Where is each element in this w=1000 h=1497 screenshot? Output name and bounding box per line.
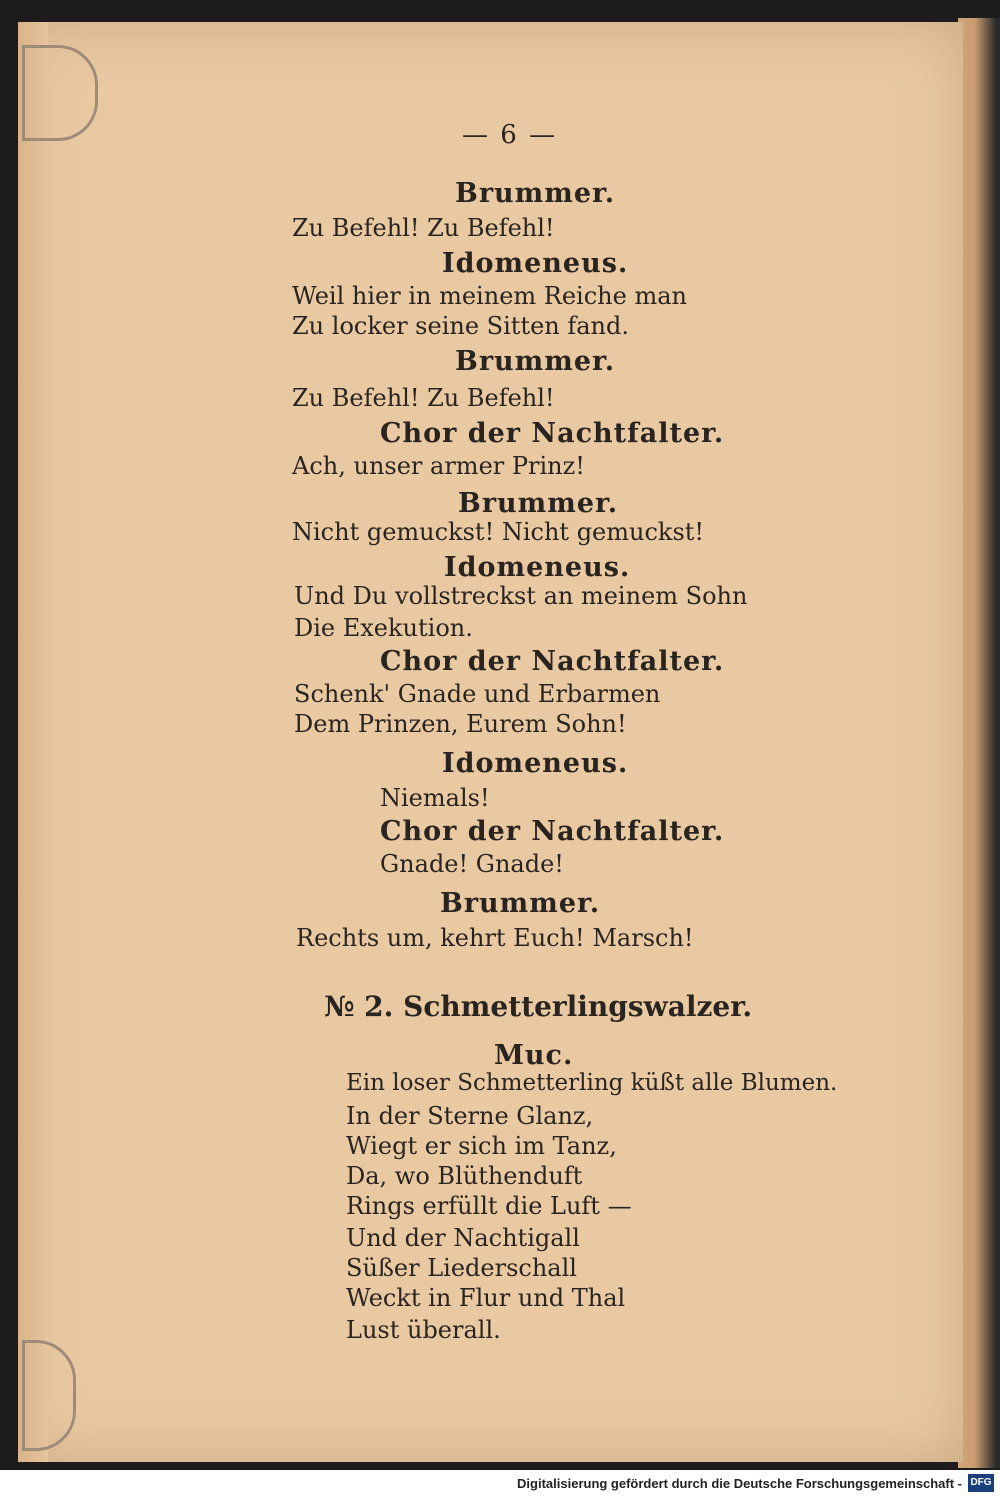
verse-line: Wiegt er sich im Tanz,	[346, 1132, 617, 1160]
page-number: — 6 —	[462, 120, 558, 150]
verse-line: Lust überall.	[346, 1316, 501, 1344]
verse-line: Ach, unser armer Prinz!	[292, 452, 585, 480]
verse-line: Dem Prinzen, Eurem Sohn!	[294, 710, 627, 738]
verse-line: In der Sterne Glanz,	[346, 1102, 594, 1130]
dfg-logo: DFG	[968, 1474, 994, 1492]
verse-line: Da, wo Blüthenduft	[346, 1162, 583, 1190]
verse-line: Zu Befehl! Zu Befehl!	[292, 214, 555, 242]
verse-line: Niemals!	[380, 784, 490, 812]
verse-line: Gnade! Gnade!	[380, 850, 564, 878]
speaker-name: Idomeneus.	[444, 552, 631, 583]
verse-line: Weil hier in meinem Reiche man	[292, 282, 687, 310]
verse-line: Ein loser Schmetterling küßt alle Blumen.	[346, 1070, 838, 1096]
speaker-name: Chor der Nachtfalter.	[380, 418, 725, 449]
verse-line: Und Du vollstreckst an meinem Sohn	[294, 582, 748, 610]
speaker-name: Idomeneus.	[442, 748, 629, 779]
binding-clip-bottom	[22, 1340, 76, 1451]
page-edge-right	[958, 18, 1000, 1468]
verse-line: Nicht gemuckst! Nicht gemuckst!	[292, 518, 705, 546]
speaker-name: Brummer.	[440, 888, 601, 919]
binding-clip-top	[22, 45, 98, 141]
speaker-name: Chor der Nachtfalter.	[380, 646, 725, 677]
speaker-name: Brummer.	[458, 488, 619, 519]
speaker-name: Brummer.	[455, 346, 616, 377]
speaker-name: Muc.	[494, 1040, 574, 1071]
verse-line: Zu locker seine Sitten fand.	[292, 312, 629, 340]
page-edge-left	[18, 22, 48, 1462]
section-heading: № 2. Schmetterlingswalzer.	[324, 990, 753, 1023]
verse-line: Schenk' Gnade und Erbarmen	[294, 680, 661, 708]
speaker-name: Chor der Nachtfalter.	[380, 816, 725, 847]
verse-line: Und der Nachtigall	[346, 1224, 580, 1252]
funding-credit: Digitalisierung gefördert durch die Deutsche Forschungsgemeinschaft -	[517, 1476, 962, 1491]
verse-line: Rings erfüllt die Luft —	[346, 1192, 632, 1220]
verse-line: Weckt in Flur und Thal	[346, 1284, 626, 1312]
verse-line: Zu Befehl! Zu Befehl!	[292, 384, 555, 412]
speaker-name: Brummer.	[455, 178, 616, 209]
speaker-name: Idomeneus.	[442, 248, 629, 279]
verse-line: Rechts um, kehrt Euch! Marsch!	[296, 924, 694, 952]
verse-line: Süßer Liederschall	[346, 1254, 577, 1282]
verse-line: Die Exekution.	[294, 614, 473, 642]
